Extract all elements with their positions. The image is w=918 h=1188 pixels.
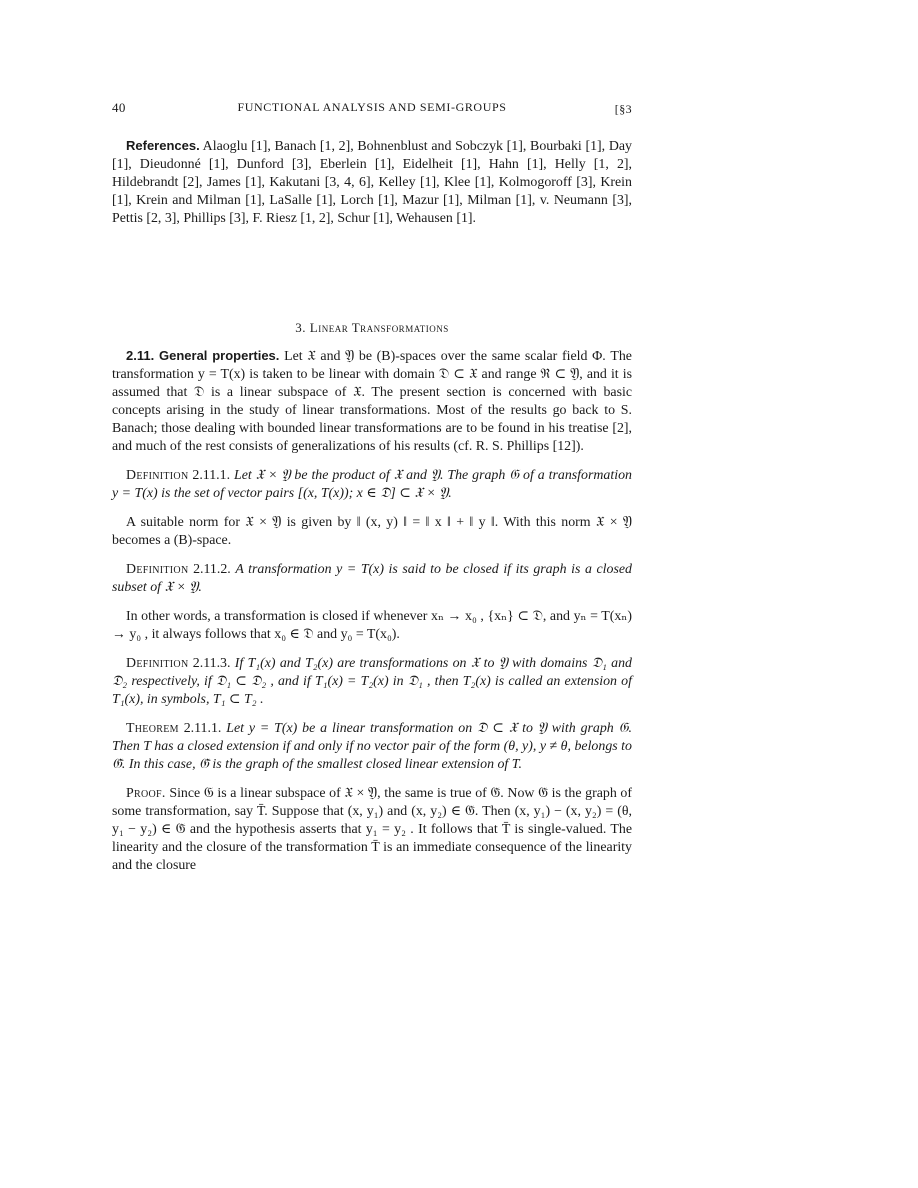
general-properties-text: Let 𝔛 and 𝔜 be (B)-spaces over the same scalar field Φ. The transformation y = T(x) is taken to be linear with domain 𝔇 ⊂ 𝔛 and range ℜ ⊂ 𝔜, and it is assumed that 𝔇 is a linear subspace of 𝔛. The present section is concerned with basic concepts arising in the study of linear transformations. Most of the results go back to S. Banach; those dealing with bounded linear transformations are to be found in his treatise [2], and much of the rest consists of generalizations of his results (cf. R. S. Phillips [12]). (112, 349, 632, 454)
book-page (112, 96, 632, 875)
definition-label: Definition (126, 656, 189, 671)
definition-number: 2.11.3. (192, 656, 231, 671)
general-properties-label: 2.11. General properties. (126, 348, 280, 363)
references-paragraph (112, 137, 632, 228)
definition-label: Definition (126, 468, 189, 483)
theorem-text: Let y = T(x) be a linear transformation on 𝔇 ⊂ 𝔛 to 𝔜 with graph 𝔊. Then T has a closed extension if and only if no vector pair of the form (θ, y), y ≠ θ, belongs to 𝔊̄. In this case, 𝔊̄ is the graph of the smallest closed linear extension of T. (112, 721, 632, 772)
definition-number: 2.11.1. (192, 468, 231, 483)
references-text: Alaoglu [1], Banach [1, 2], Bohnenblust and Sobczyk [1], Bourbaki [1], Day [1], Dieudonné [1], Dunford [3], Eberlein [1], Eidelheit [1], Hahn [1], Helly [1, 2], Hildebrandt [2], James [1], Kakutani [3, 4, 6], Kelley [1], Klee [1], Kolmogoroff [3], Krein [1], Krein and Milman [1], LaSalle [1], Lorch [1], Mazur [1], Milman [1], v. Neumann [3], Pettis [2, 3], Phillips [3], F. Riesz [1, 2], Schur [1], Wehausen [1]. (112, 139, 632, 226)
closed-paragraph: In other words, a transformation is closed if whenever xₙ → x₀ , {xₙ} ⊂ 𝔇, and yₙ = T(xₙ) → y₀ , it always follows that x₀ ∈ 𝔇 and y₀ = T(x₀). (112, 609, 632, 642)
definition-label: Definition (126, 562, 189, 577)
definition-number: 2.11.2. (193, 562, 231, 577)
references-label: References. (126, 138, 200, 153)
proof-label: Proof. (126, 786, 166, 801)
proof-paragraph (112, 785, 632, 875)
general-properties-paragraph (112, 347, 632, 456)
definition-2-11-2 (112, 561, 632, 597)
section-heading: 3. Linear Transformations (295, 320, 449, 335)
theorem-label: Theorem (126, 721, 179, 736)
theorem-number: 2.11.1. (183, 721, 222, 736)
definition-text: Let 𝔛 × 𝔜 be the product of 𝔛 and 𝔜. The graph 𝔊 of a transformation y = T(x) is the set of vector pairs [(x, T(x)); x ∈ 𝔇] ⊂ 𝔛 × 𝔜. (112, 468, 632, 501)
definition-text: A transformation y = T(x) is said to be closed if its graph is a closed subset of 𝔛 × 𝔜. (112, 562, 632, 595)
norm-paragraph: A suitable norm for 𝔛 × 𝔜 is given by ‖ (x, y) ‖ = ‖ x ‖ + ‖ y ‖. With this norm 𝔛 × 𝔜 becomes a (B)-space. (112, 515, 632, 548)
definition-2-11-1 (112, 467, 632, 503)
book-title: FUNCTIONAL ANALYSIS AND SEMI-GROUPS (237, 100, 507, 114)
proof-text: Since 𝔊 is a linear subspace of 𝔛 × 𝔜, the same is true of 𝔊̄. Now 𝔊̄ is the graph of some transformation, say T̄. Suppose that (x, y₁) and (x, y₂) ∈ 𝔊̄. Then (x, y₁) − (x, y₂) = (θ, y₁ − y₂) ∈ 𝔊̄ and the hypothesis asserts that y₁ = y₂ . It follows that T̄ is single-valued. The linearity and the closure of the transformation T̄ is an immediate consequence of the linearity and the closure (112, 786, 632, 873)
definition-text: If T₁(x) and T₂(x) are transformations on 𝔛 to 𝔜 with domains 𝔇₁ and 𝔇₂ respectively, if 𝔇₁ ⊂ 𝔇₂ , and if T₁(x) = T₂(x) in 𝔇₁ , then T₂(x) is called an extension of T₁(x), in symbols, T₁ ⊂ T₂ . (112, 656, 632, 707)
theorem-2-11-1 (112, 720, 632, 774)
page-number: 40 (112, 100, 126, 115)
running-head (112, 96, 632, 118)
definition-2-11-3 (112, 655, 632, 709)
section-mark: [§3 (614, 102, 632, 116)
